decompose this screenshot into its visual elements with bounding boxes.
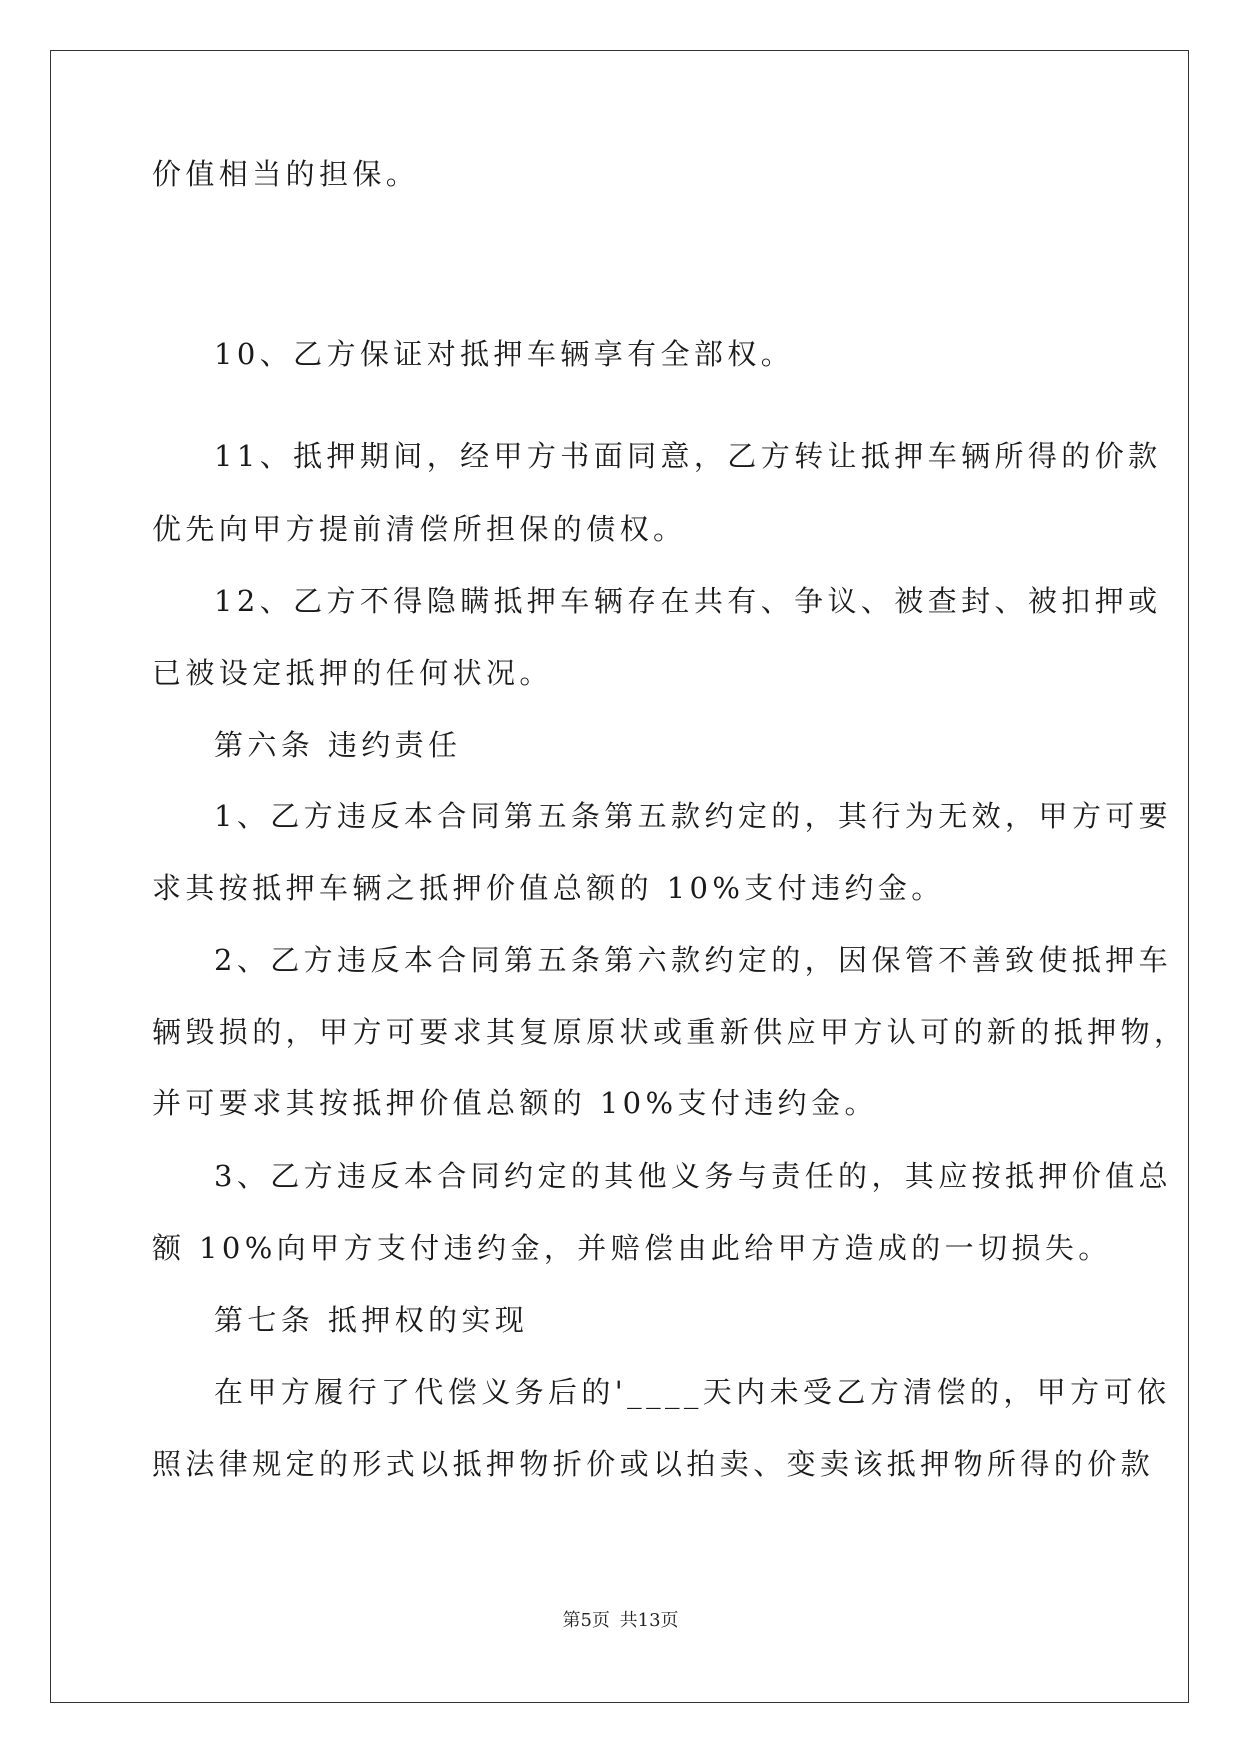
text-line: 3、乙方违反本合同约定的其他义务与责任的，其应按抵押价值总 <box>214 1159 1173 1193</box>
page-number: 第5页 共13页 <box>562 1610 679 1631</box>
text-line: 价值相当的担保。 <box>152 157 420 191</box>
text-line: 2、乙方违反本合同第五条第六款约定的，因保管不善致使抵押车 <box>214 943 1173 977</box>
text-line: 额 10%向甲方支付违约金，并赔偿由此给甲方造成的一切损失。 <box>152 1231 1112 1265</box>
text-line: 辆毁损的，甲方可要求其复原原状或重新供应甲方认可的新的抵押物， <box>152 1015 1188 1049</box>
text-line: 优先向甲方提前清偿所担保的债权。 <box>152 512 687 546</box>
text-line: 照法律规定的形式以抵押物折价或以拍卖、变卖该抵押物所得的价款 <box>152 1447 1155 1481</box>
text-line: 在甲方履行了代偿义务后的'____天内未受乙方清偿的，甲方可依 <box>214 1375 1171 1409</box>
text-line: 求其按抵押车辆之抵押价值总额的 10%支付违约金。 <box>152 871 945 905</box>
section-heading: 第六条 违约责任 <box>214 728 462 762</box>
text-line: 11、抵押期间，经甲方书面同意，乙方转让抵押车辆所得的价款 <box>214 439 1162 473</box>
text-line: 并可要求其按抵押价值总额的 10%支付违约金。 <box>152 1086 878 1120</box>
text-line: 1、乙方违反本合同第五条第五款约定的，其行为无效，甲方可要 <box>214 799 1173 833</box>
section-heading: 第七条 抵押权的实现 <box>214 1303 529 1337</box>
text-line: 已被设定抵押的任何状况。 <box>152 656 553 690</box>
text-line: 10、乙方保证对抵押车辆享有全部权。 <box>214 337 795 371</box>
text-line: 12、乙方不得隐瞒抵押车辆存在共有、争议、被查封、被扣押或 <box>214 584 1162 618</box>
